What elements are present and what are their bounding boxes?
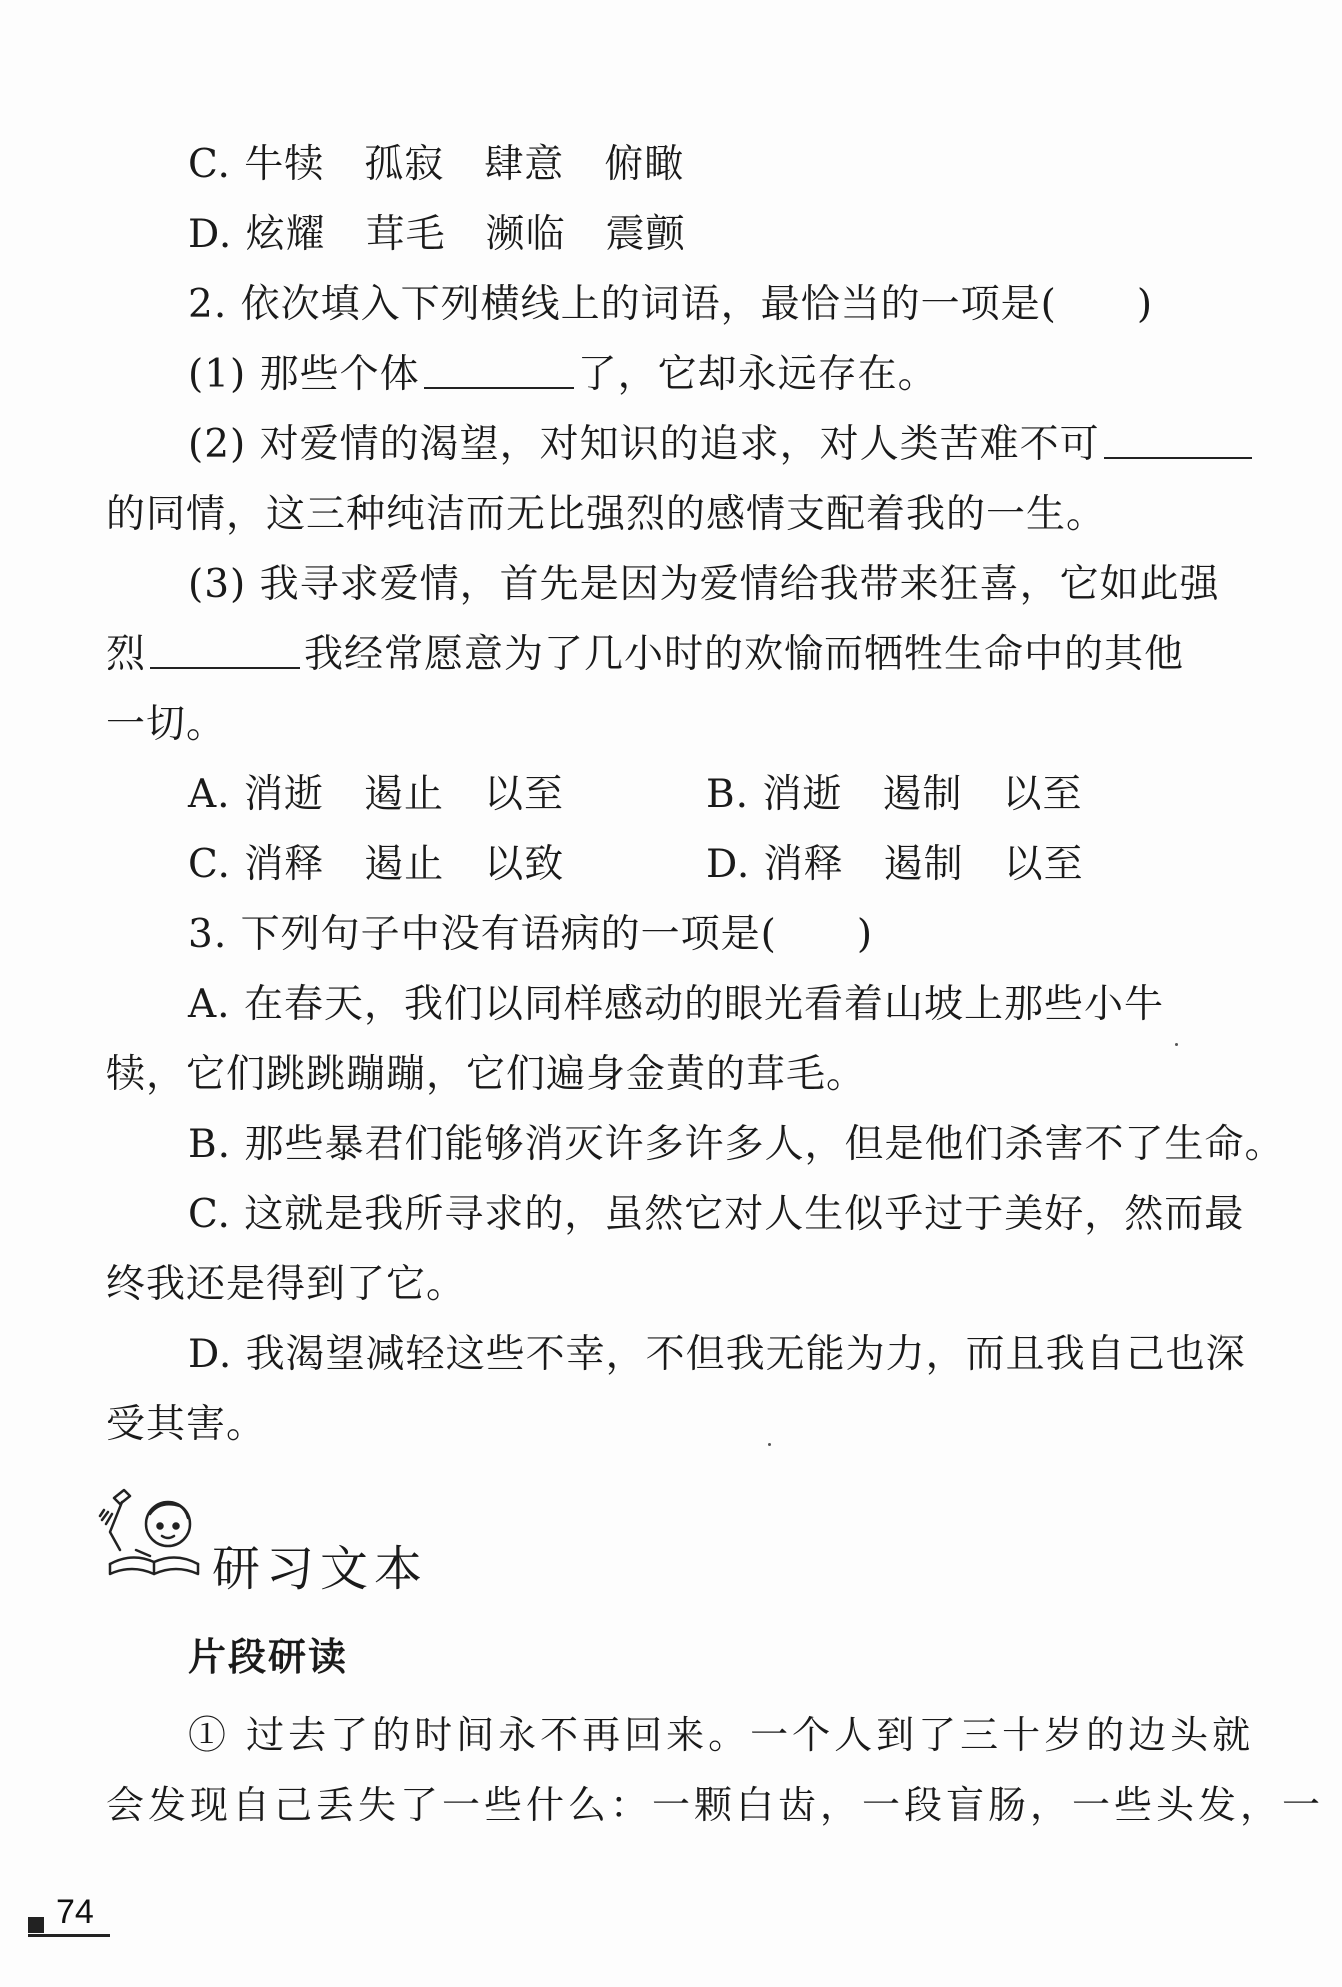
page-number-rule	[28, 1934, 110, 1937]
question-3-stem: 3. 下列句子中没有语病的一项是( )	[188, 912, 874, 957]
sentence-1-end: 了，它却永远存在。	[577, 352, 938, 397]
reading-paragraph-line-2: 会发现自己丢失了一些什么：一颗白齿，一段盲肠，一些头发，一	[106, 1783, 1325, 1827]
question-3-option-a[interactable]: A. 在春天，我们以同样感动的眼光看着山坡上那些小牛	[188, 982, 1164, 1027]
fill-blank-2[interactable]	[1104, 456, 1252, 459]
sentence-3-rest: 我经常愿意为了几小时的欢愉而牺牲生命中的其他	[304, 632, 1185, 677]
question-2-sentence-2	[188, 420, 1256, 470]
sentence-1-start: (1) 那些个体	[188, 352, 420, 397]
student-reading-icon	[96, 1480, 206, 1580]
emphasis-dot	[1175, 1043, 1178, 1046]
fill-blank-3[interactable]	[150, 666, 300, 669]
q1-option-c: C. 牛犊 孤寂 肆意 俯瞰	[188, 142, 685, 187]
section-subtitle: 片段研读	[188, 1635, 349, 1679]
question-2-option-a[interactable]: A. 消逝 遏止 以至	[188, 772, 564, 817]
question-3-option-b[interactable]: B. 那些暴君们能够消灭许多许多人，但是他们杀害不了生命。	[188, 1122, 1285, 1167]
question-2-option-c[interactable]: C. 消释 遏止 以致	[188, 842, 565, 887]
question-2-sentence-3-cont	[106, 630, 1184, 680]
question-2-stem: 2. 依次填入下列横线上的词语，最恰当的一项是( )	[188, 282, 1154, 327]
page-number: 74	[56, 1893, 94, 1931]
question-2-sentence-2-cont: 的同情，这三种纯洁而无比强烈的感情支配着我的一生。	[106, 492, 1107, 537]
speck	[768, 1443, 771, 1446]
question-2-sentence-3: (3) 我寻求爱情，首先是因为爱情给我带来狂喜，它如此强	[188, 562, 1220, 607]
question-2-sentence-1	[188, 350, 938, 400]
q1-option-d: D. 炫耀 茸毛 濒临 震颤	[188, 212, 686, 257]
sentence-3-lie: 烈	[106, 632, 147, 677]
question-3-option-c[interactable]: C. 这就是我所寻求的，虽然它对人生似乎过于美好，然而最	[188, 1192, 1245, 1237]
question-3-option-a-cont: 犊，它们跳跳蹦蹦，它们遍身金黄的茸毛。	[106, 1052, 867, 1097]
reading-paragraph-line-1: ① 过去了的时间永不再回来。一个人到了三十岁的边头就	[188, 1713, 1255, 1757]
sentence-2-start: (2) 对爱情的渴望，对知识的追求，对人类苦难不可	[188, 422, 1100, 467]
question-2-option-b[interactable]: B. 消逝 遏制 以至	[706, 772, 1083, 817]
page-number-marker	[28, 1917, 44, 1933]
question-3-option-d-cont: 受其害。	[106, 1402, 267, 1447]
question-2-sentence-3-end: 一切。	[106, 702, 227, 747]
question-3-option-d[interactable]: D. 我渴望减轻这些不幸，不但我无能为力，而且我自己也深	[188, 1332, 1246, 1377]
question-2-option-d[interactable]: D. 消释 遏制 以至	[706, 842, 1084, 887]
section-title: 研习文本	[212, 1541, 429, 1597]
question-3-option-c-cont: 终我还是得到了它。	[106, 1262, 467, 1307]
fill-blank-1[interactable]	[424, 386, 574, 389]
